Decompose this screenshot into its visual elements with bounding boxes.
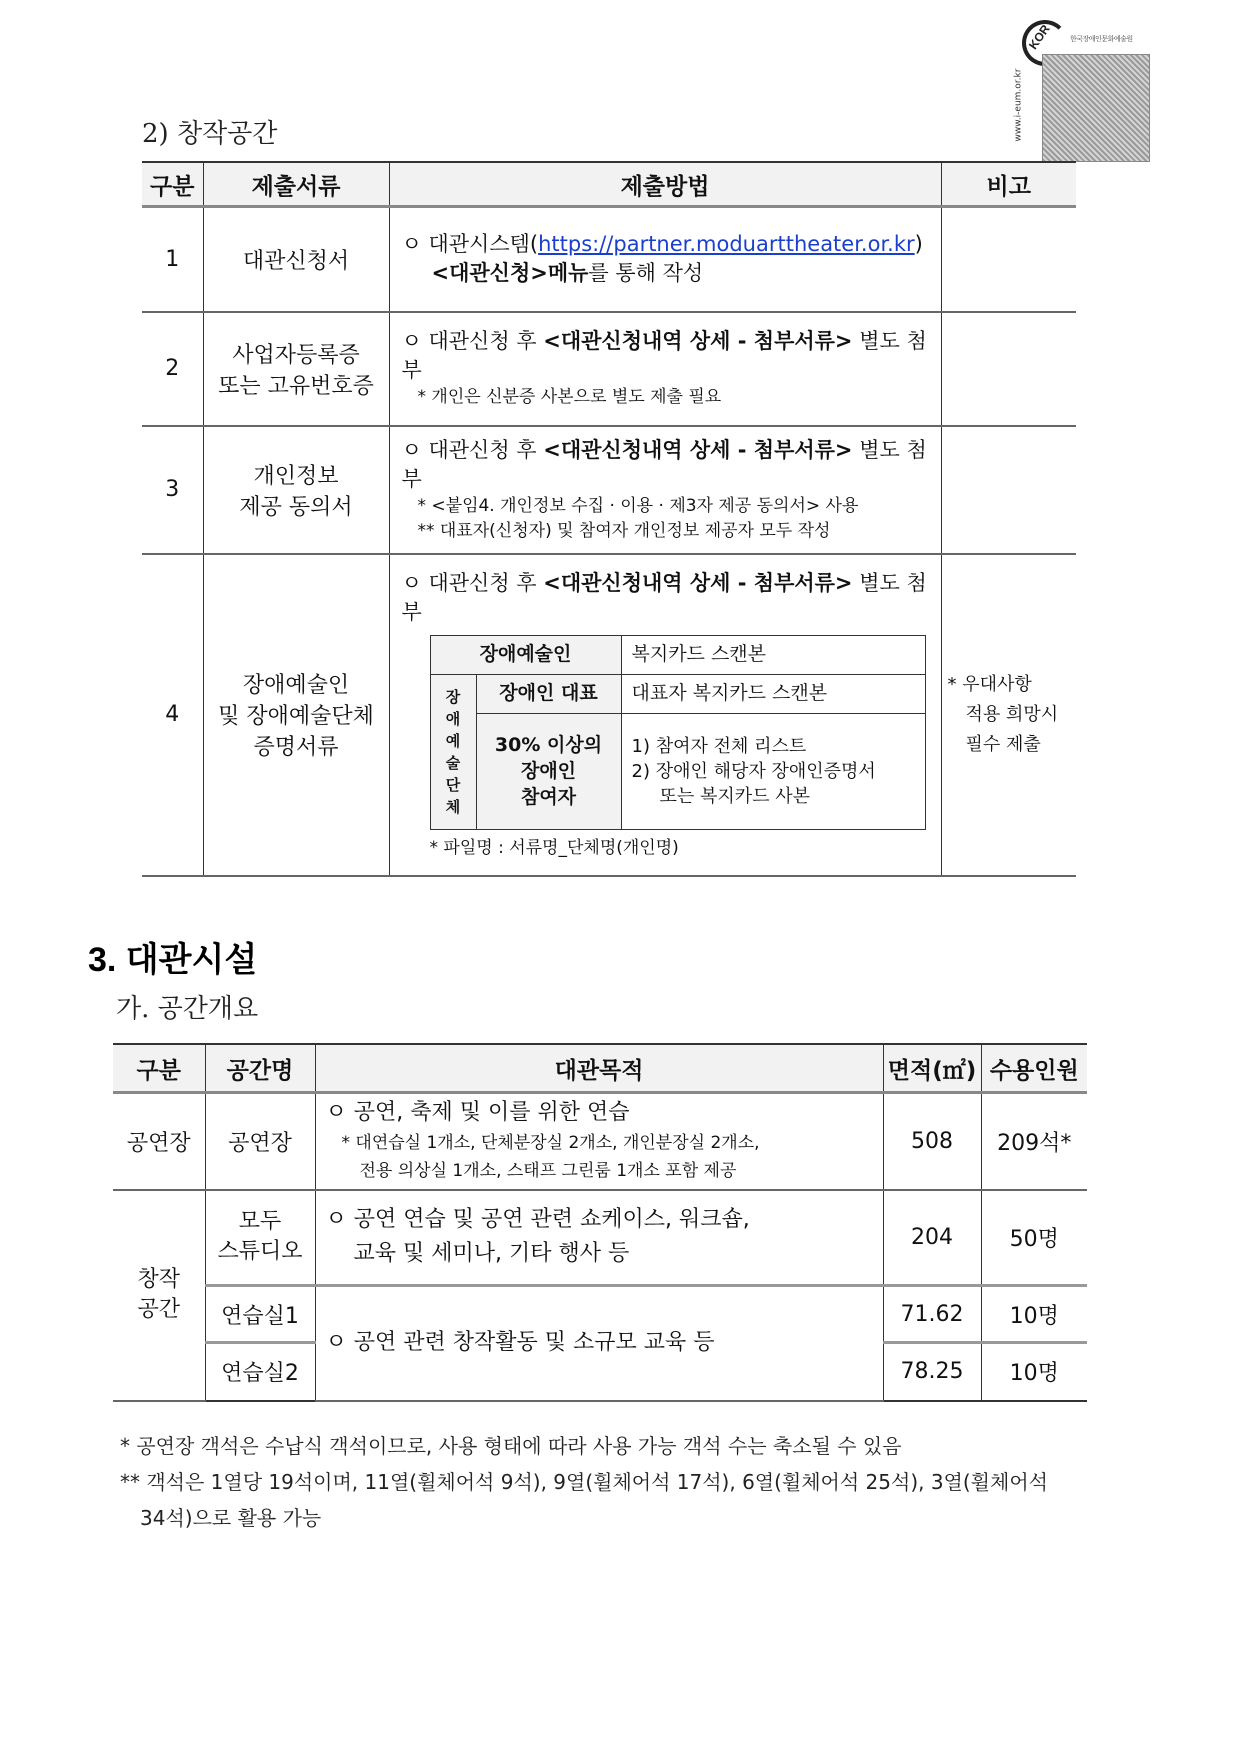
name-line: 모두 <box>238 1209 282 1235</box>
row-remark <box>941 426 1076 554</box>
purpose-line: ㅇ 공연 연습 및 공연 관련 쇼케이스, 워크숍, <box>325 1207 750 1233</box>
method-text: 를 통해 작성 <box>588 261 704 286</box>
menu-path: <대관신청내역 상세 - 첨부서류> <box>543 570 853 595</box>
area: 71.62 <box>883 1286 981 1343</box>
value-line: 1) 참여자 전체 리스트 <box>631 735 807 757</box>
table-row <box>113 1093 1087 1190</box>
purpose <box>315 1093 883 1190</box>
logo-url: www.i-eum.or.kr <box>1013 68 1024 142</box>
row-doc: 대관신청서 <box>203 207 389 312</box>
facility-table <box>113 1043 1087 1402</box>
area: 204 <box>883 1190 981 1286</box>
menu-path: <대관신청내역 상세 - 첨부서류> <box>543 437 853 462</box>
space-name: 연습실2 <box>205 1343 315 1401</box>
table-header-row <box>113 1044 1087 1093</box>
purpose-note: 전용 의상실 1개소, 스태프 그린룸 1개소 포함 제공 <box>359 1161 737 1182</box>
table-row <box>142 207 1076 312</box>
row-no: 2 <box>142 312 203 426</box>
method-text: ㅇ 대관시스템( <box>401 232 539 257</box>
header-capacity: 수용인원 <box>981 1044 1087 1093</box>
doc-line: 사업자등록증 <box>232 342 360 368</box>
rep-value: 대표자 복지카드 스캔본 <box>621 674 925 713</box>
menu-name: <대관신청>메뉴 <box>431 261 589 286</box>
group-label-char: 애 <box>445 709 461 728</box>
submission-table <box>142 161 1076 877</box>
remark-line: 필수 제출 <box>965 733 1041 755</box>
logo-block <box>1010 14 1150 154</box>
row-no: 3 <box>142 426 203 554</box>
purpose: ㅇ 공연 관련 창작활동 및 소규모 교육 등 <box>315 1286 883 1401</box>
category-line: 공간 <box>137 1297 180 1322</box>
row-no: 1 <box>142 207 203 312</box>
qr-code-icon <box>1042 54 1150 162</box>
table-row <box>142 426 1076 554</box>
row-doc <box>203 426 389 554</box>
purpose-line: ㅇ 공연, 축제 및 이를 위한 연습 <box>325 1100 630 1126</box>
label-line: 참여자 <box>520 786 577 808</box>
footnote: * 공연장 객석은 수납식 객석이므로, 사용 형태에 따라 사용 가능 객석 수는 축소될 수 있음 <box>120 1434 902 1458</box>
row-method <box>389 426 941 554</box>
remark-line: 적용 희망시 <box>965 703 1059 725</box>
group-label-char: 장 <box>445 687 461 706</box>
method-text: ㅇ 대관신청 후 <box>401 437 544 462</box>
header-purpose: 대관목적 <box>315 1044 883 1093</box>
method-text: 별도 첨부 <box>401 570 927 624</box>
doc-line: 장애예술인 <box>242 673 350 698</box>
header-method: 제출방법 <box>389 162 941 207</box>
space-name: 연습실1 <box>205 1286 315 1343</box>
capacity: 50명 <box>981 1190 1087 1286</box>
category <box>113 1190 205 1401</box>
value-line: 2) 장애인 해당자 장애인증명서 <box>631 760 876 782</box>
method-text: ) <box>914 232 923 257</box>
doc-line: 증명서류 <box>253 735 339 760</box>
table-row <box>113 1286 1087 1343</box>
group-label-char: 체 <box>445 797 461 816</box>
method-note: * <붙임4. 개인정보 수집 · 이용 · 제3자 제공 동의서> 사용 <box>417 495 859 516</box>
purpose <box>315 1190 883 1286</box>
menu-path: <대관신청내역 상세 - 첨부서류> <box>543 329 853 353</box>
category: 공연장 <box>113 1093 205 1190</box>
header-doc: 제출서류 <box>203 162 389 207</box>
row-remark <box>941 312 1076 426</box>
row-method <box>389 207 941 312</box>
footnote: 34석)으로 활용 가능 <box>140 1506 322 1530</box>
file-note: * 파일명 : 서류명_단체명(개인명) <box>429 837 679 858</box>
label-line: 30% 이상의 <box>494 734 603 756</box>
subsection-title: 2) 창작공간 <box>142 119 278 149</box>
doc-line: 및 장애예술단체 <box>218 704 374 729</box>
remark-line: * 우대사항 <box>947 673 1032 695</box>
section-subtitle: 가. 공간개요 <box>116 994 259 1024</box>
method-text: 별도 첨부 <box>401 329 927 382</box>
space-name: 공연장 <box>205 1093 315 1190</box>
table-row <box>113 1190 1087 1286</box>
header-space-name: 공간명 <box>205 1044 315 1093</box>
header-area: 면적(㎡) <box>883 1044 981 1093</box>
area: 508 <box>883 1093 981 1190</box>
doc-line: 또는 고유번호증 <box>218 373 374 399</box>
category-line: 창작 <box>137 1267 180 1292</box>
method-text: 별도 첨부 <box>401 437 927 491</box>
header-no: 구분 <box>142 162 203 207</box>
header-category: 구분 <box>113 1044 205 1093</box>
row-remark <box>941 207 1076 312</box>
method-text: ㅇ 대관신청 후 <box>401 329 544 353</box>
group-label-char: 예 <box>445 731 461 750</box>
space-name <box>205 1190 315 1286</box>
table-header-row <box>142 162 1076 207</box>
logo-mark: KOR <box>1025 22 1053 52</box>
group-label-char: 단 <box>445 775 461 794</box>
method-note: * 개인은 신분증 사본으로 별도 제출 필요 <box>417 387 722 407</box>
row-no: 4 <box>142 554 203 876</box>
area: 78.25 <box>883 1343 981 1401</box>
row-remark <box>941 554 1076 876</box>
method-note: ** 대표자(신청자) 및 참여자 개인정보 제공자 모두 작성 <box>417 520 831 541</box>
table-row <box>142 312 1076 426</box>
value-line: 또는 복지카드 사본 <box>659 785 811 807</box>
doc-line: 개인정보 <box>253 463 339 489</box>
capacity: 10명 <box>981 1343 1087 1401</box>
footnotes <box>120 1428 1100 1536</box>
method-text: ㅇ 대관신청 후 <box>401 570 544 595</box>
row-method <box>389 312 941 426</box>
name-line: 스튜디오 <box>217 1239 303 1265</box>
participants-label <box>476 713 621 829</box>
artist-value: 복지카드 스캔본 <box>621 635 925 674</box>
group-label <box>430 674 476 829</box>
header-remark: 비고 <box>941 162 1076 207</box>
row-method <box>389 554 941 876</box>
section-title: 3. 대관시설 <box>88 941 258 979</box>
doc-line: 제공 동의서 <box>239 494 353 520</box>
table-row <box>142 554 1076 876</box>
row-doc <box>203 312 389 426</box>
partner-site-link[interactable]: https://partner.moduarttheater.or.kr <box>538 232 915 257</box>
purpose-line: 교육 및 세미나, 기타 행사 등 <box>353 1241 630 1267</box>
proof-docs-table <box>430 635 926 830</box>
capacity: 10명 <box>981 1286 1087 1343</box>
purpose-note: * 대연습실 1개소, 단체분장실 2개소, 개인분장실 2개소, <box>341 1133 760 1154</box>
org-name: 한국장애인문화예술원 <box>1070 35 1133 43</box>
row-doc <box>203 554 389 876</box>
participants-value <box>621 713 925 829</box>
rep-label: 장애인 대표 <box>476 674 621 713</box>
label-line: 장애인 <box>520 760 577 782</box>
artist-label: 장애예술인 <box>430 635 621 674</box>
footnote: ** 객석은 1열당 19석이며, 11열(휠체어석 9석), 9열(휠체어석 17석), 6열(휠체어석 25석), 3열(휠체어석 <box>120 1470 1048 1494</box>
capacity: 209석* <box>981 1093 1087 1190</box>
group-label-char: 술 <box>445 753 461 772</box>
